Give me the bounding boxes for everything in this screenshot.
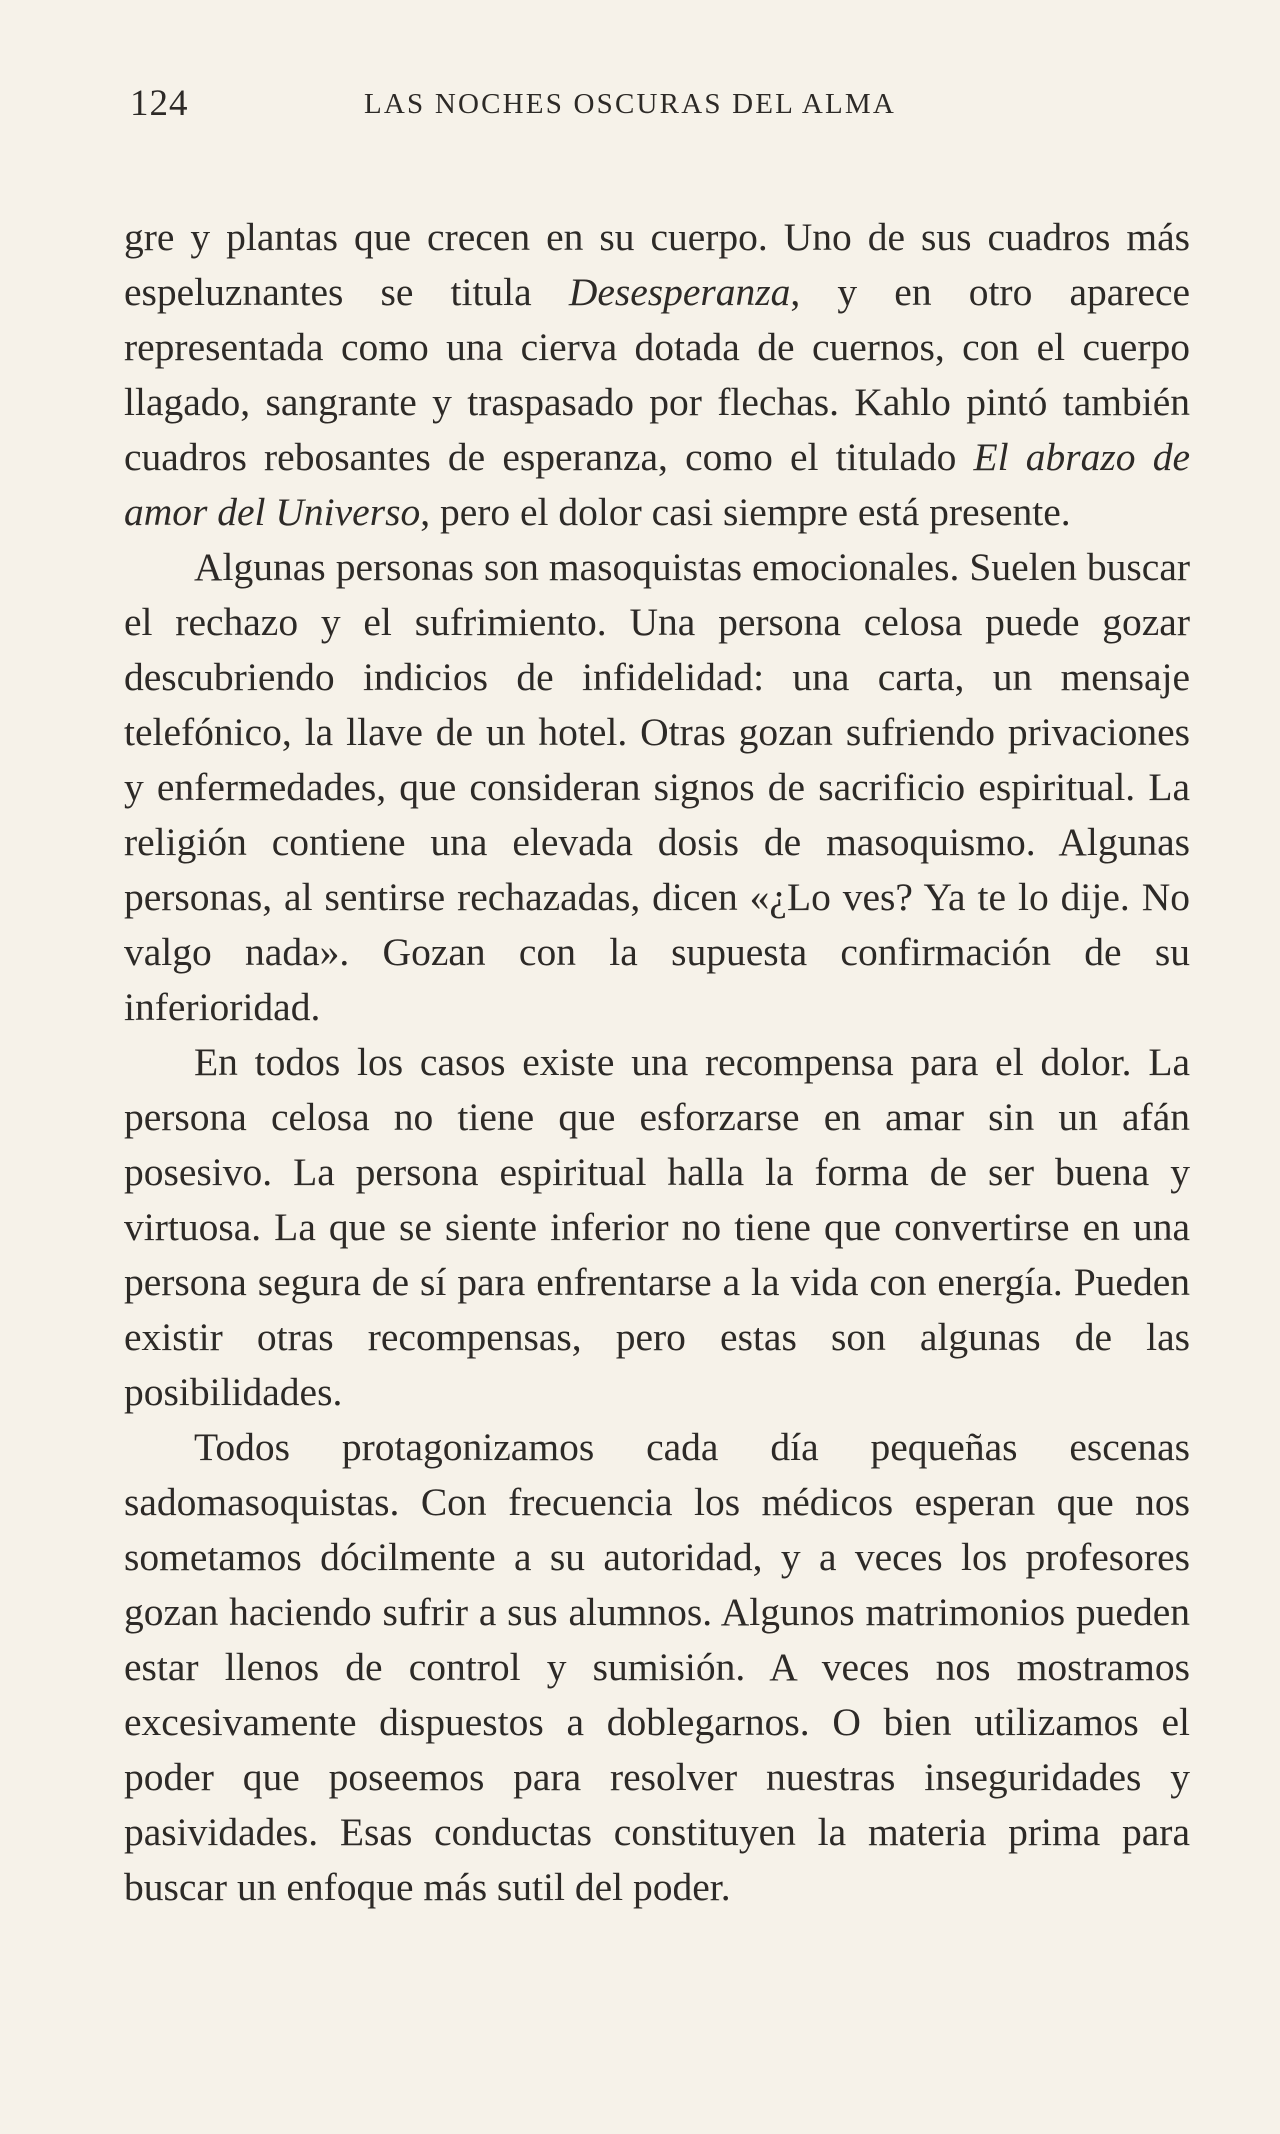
- book-title: LAS NOCHES OSCURAS DEL ALMA: [364, 88, 897, 120]
- paragraph: Algunas personas son masoquistas emocionales. Suelen buscar el rechazo y el sufrimiento. Una persona celosa puede gozar descubriendo indicios de infidelidad: una carta, un mensaje telefónico, la llave de un hotel. Otras gozan sufriendo privaciones y enfermedades, que consideran signos de sacrificio espiritual. La religión contiene una elevada dosis de masoquismo. Algunas personas, al sentirse rechazadas, dicen «¿Lo ves? Ya te lo dije. No valgo nada». Gozan con la supuesta confirmación de su inferioridad.: [124, 545, 1190, 1029]
- paragraph-text: , y en otro aparece representada como una cierva dotada de cuernos, con el cuerpo llagado, sangrante y traspasado por flechas. Kahlo pintó también cuadros rebosantes de esperanza, como el titulado: [124, 270, 1191, 479]
- paragraph-text: gre y plantas que crecen en su cuerpo. Uno de sus cuadros más espeluznantes se titula: [124, 215, 1190, 314]
- page-number: 124: [130, 83, 189, 124]
- running-head: [124, 72, 1190, 156]
- artwork-title-italic: Desesperanza: [568, 270, 791, 314]
- body-text: [124, 210, 1190, 1915]
- paragraph: En todos los casos existe una recompensa para el dolor. La persona celosa no tiene que esforzarse en amar sin un afán posesivo. La persona espiritual halla la forma de ser buena y virtuosa. La que se siente inferior no tiene que convertirse en una persona segura de sí para enfrentarse a la vida con energía. Pueden existir otras recompensas, pero estas son algunas de las posibilidades.: [124, 1040, 1190, 1414]
- paragraph-continued: [124, 210, 1190, 540]
- paragraph: Todos protagonizamos cada día pequeñas escenas sadomasoquistas. Con frecuencia los médicos esperan que nos sometamos dócilmente a su autoridad, y a veces los profesores gozan haciendo sufrir a sus alumnos. Algunos matrimonios pueden estar llenos de control y sumisión. A veces nos mostramos excesivamente dispuestos a doblegarnos. O bien utilizamos el poder que poseemos para resolver nuestras inseguridades y pasividades. Esas conductas constituyen la materia prima para buscar un enfoque más sutil del poder.: [124, 1425, 1190, 1909]
- artwork-title-italic: El abrazo de amor del Universo: [124, 435, 1190, 534]
- paragraph-text: , pero el dolor casi siempre está presente.: [420, 490, 1071, 534]
